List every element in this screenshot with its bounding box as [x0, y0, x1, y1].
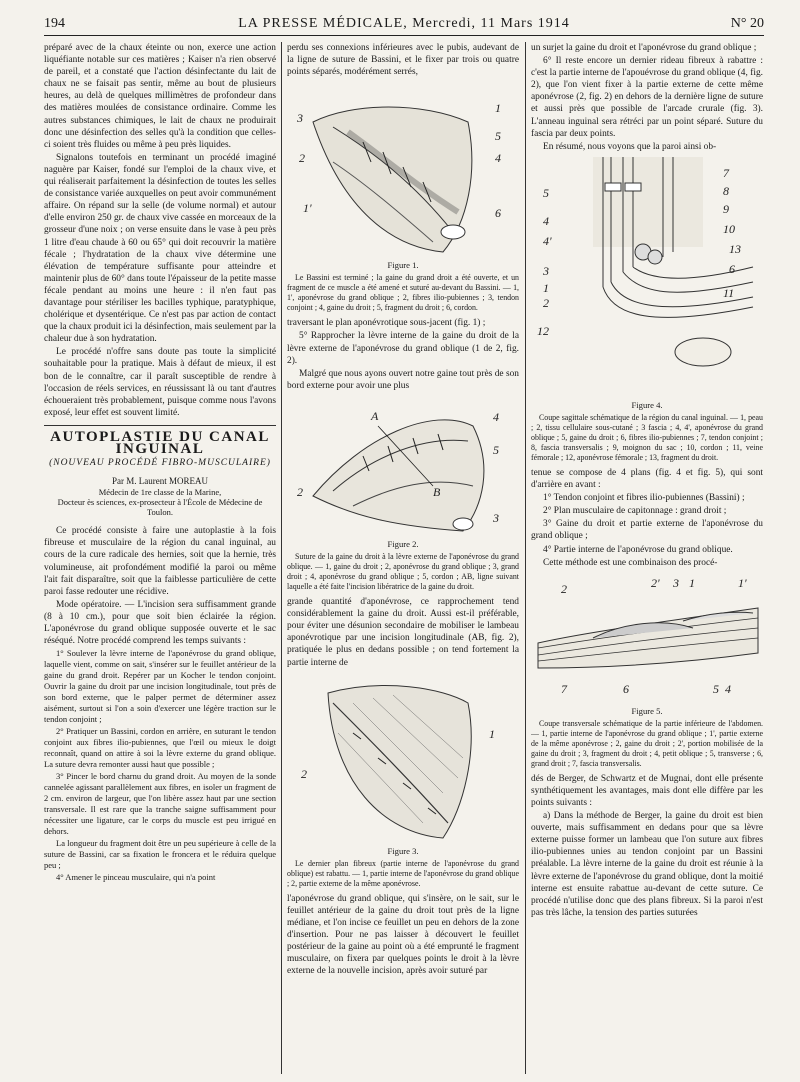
page-number: 194: [44, 16, 65, 31]
divider: [44, 425, 276, 426]
fig4-label: 10: [723, 221, 735, 236]
fig5-label: 3: [673, 575, 679, 590]
paragraph: Ce procédé consiste à faire une autoplastie à la fois fibreuse et musculaire de la région du canal inguinal, au cours de la cure radicale des hernies, soit que la hernie, très volumineuse, ait profondément modifié la paroi ou même l'ait fait disparaître, soit que la faiblesse particulière de cette paroi fasse redouter une récidive.: [44, 526, 276, 597]
fig4-label: 4: [543, 213, 549, 228]
fig1-label: 5: [495, 129, 501, 144]
figure-title: Figure 5.: [631, 705, 663, 716]
author: Par M. Laurent MOREAU: [112, 476, 208, 487]
fig4-label: 11: [723, 285, 735, 300]
paragraph: tenue se compose de 4 plans (fig. 4 et fig. 5), qui sont d'arrière en avant :: [531, 467, 763, 491]
fig2-label: B: [433, 484, 441, 499]
paragraph: 3° Gaine du droit et partie externe de l'aponévrose du grand oblique ;: [531, 519, 763, 542]
fig5-label: 1: [689, 575, 695, 590]
page-header: [44, 14, 764, 36]
issue-number: N° 20: [730, 16, 764, 31]
fig4-label: 1: [543, 280, 549, 295]
fig1-label: 2: [299, 151, 305, 166]
figure-caption: Le Bassini est terminé ; la gaine du grand droit a été ouverte, et un fragment de ce muscle a été amené et suturé au-devant du Bassini. — 1, 1', aponévrose du grand oblique ; 2, fibres ilio-pubiennes ; 3, tendon conjoint ; 4, gaine du droit ; 5, fragment du droit ; 6, cordon.: [287, 273, 519, 313]
fig4-label: 8: [723, 183, 729, 198]
paragraph: préparé avec de la chaux éteinte ou non, exerce une action liquéfiante notable sur ces matières ; Kaiser n'a rien observé de pareil, et a constaté que l'action désinfectante du lait de chaux ne se faisait pas sentir, même au bout de plusieurs heures, au delà de quelques millimètres de profondeur dans des matières moulées de consistance ordinaire. Comme les autres substances chimiques, le lait de chaux ne produirait donc une désinfection des selles qu'à la condition que celles-ci soient très fluides ou même à peu près liquides.: [44, 43, 276, 150]
paragraph: Cette méthode est une combinaison des procé-: [543, 557, 718, 568]
paragraph: Malgré que nous ayons ouvert notre gaine tout près de son bord externe pour avoir une plus: [287, 368, 519, 391]
figure-caption: Suture de la gaine du droit à la lèvre externe de l'aponévrose du grand oblique. — 1, gaine du droit ; 2, aponévrose du grand oblique ; 3, grand droit ; 4, aponévrose du grand oblique ; 5, cordon ; AB, ligne suivant laquelle a été faite l'incision libératrice de la gaine du droit.: [287, 552, 519, 592]
fig5-label: 5: [713, 681, 719, 696]
paragraph: 4° Amener le pinceau musculaire, qui n'a point: [56, 872, 216, 883]
paragraph: un surjet la gaine du droit et l'aponévrose du grand oblique ;: [531, 43, 757, 53]
paragraph: La longueur du fragment doit être un peu supérieure à celle de la suture de Bassini, car sa fixation le froncera et le réduira quelque peu ;: [44, 838, 276, 871]
paragraph: grande quantité d'aponévrose, ce rapprochement tend considérablement la gaine du droit. Aussi est-il préférable, pour éviter une désunion secondaire de mobiliser le lambeau aponévrotique par une incision longitudinale (AB, fig. 2), pratiquée le plus en dedans possible ; on tend fortement la partie interne de: [287, 597, 519, 668]
fig5-label: 1': [738, 575, 747, 590]
figure-caption: Coupe sagittale schématique de la région du canal inguinal. — 1, peau ; 2, tissu cellulaire sous-cutané ; 3 fascia ; 4, 4', aponévrose du grand oblique ; 5, gaine du droit ; 6, fibres ilio-pubiennes ; 7, tendon conjoint ; 8, fascia transversalis ; 9, moignon du sac ; 10, cordon ; 11, veine fémorale ; 12, aponévrose fémorale ; 13, fragment du droit.: [531, 412, 763, 462]
figure-title: Figure 1.: [387, 260, 419, 271]
fig4-label: 9: [723, 201, 729, 216]
paragraph: En résumé, nous voyons que la paroi ainsi ob-: [543, 141, 717, 152]
fig4-label: 5: [543, 185, 549, 200]
fig5-label: 7: [561, 681, 567, 696]
figure-title: Figure 4.: [631, 399, 663, 410]
paragraph: 5° Rapprocher la lèvre interne de la gaine du droit de la lèvre externe de l'aponévrose du grand oblique (1 de 2, fig. 2).: [287, 331, 519, 366]
paragraph: l'aponévrose du grand oblique, qui s'insère, on le sait, sur le feuillet antérieur de la gaine du droit tout près de la ligne médiane, et l'on incise ce feuillet un peu en dehors de la zone d'insertion. Pour ne pas laisser à découvert le feuillet postérieur de la gaine au point où a été emprunté le fragment musculaire, on fixera par quelques points le droit à la lèvre externe de la nouvelle incision, après avoir suturé par: [287, 893, 519, 977]
paragraph: 4° Partie interne de l'aponévrose du grand oblique.: [543, 544, 733, 555]
fig4-label: 13: [729, 241, 741, 256]
affiliation-line: Médecin de 1re classe de la Marine,: [98, 487, 222, 498]
figure-title: Figure 2.: [387, 538, 419, 549]
paragraph: 6° Il reste encore un dernier rideau fibreux à rabattre : c'est la partie interne de l'apouévrose du grand oblique (4, fig. 2), que l'on vient fixer à la partie externe de cette même aponévrose (2, fig. 2) en dehors de la dernière ligne de suture et aussi près que possible de l'arcade crurale (fig. 3). L'anneau inguinal sera rétréci par un point séparé. Suture du fascia par deux points.: [531, 56, 763, 139]
paragraph: Le procédé n'offre sans doute pas toute la simplicité souhaitable pour la pratique. Mais à défaut de mieux, il est bon de le connaître, car il paraît susceptible de rendre à l'occasion de réels services, en réussissant là ou tant d'autres échoueraient très probablement, puisque comme nous l'avons exposé, leur effet est souvent limité.: [44, 347, 276, 418]
column-right: [531, 42, 763, 1074]
paragraph: dés de Berger, de Schwartz et de Mugnai, dont elle présente synthétiquement les avantages, mais dont elle diffère par les points suivants :: [531, 773, 763, 808]
paragraph: Mode opératoire. — L'incision sera suffisamment grande (8 à 10 cm.), pour que soit bien éclairée la région. L'aponévrose du grand oblique supposée ouverte et le sac réséqué. Notre procédé comprend les temps suivants :: [44, 599, 276, 647]
fig4-label: 7: [723, 165, 729, 180]
figure-caption: Le dernier plan fibreux (partie interne de l'aponévrose du grand oblique) est rabattu. — 1, partie interne de l'aponévrose du grand oblique ; 2, partie externe de la même aponévrose.: [287, 858, 519, 888]
fig5-label: 2': [651, 575, 660, 590]
fig1-label: 1: [495, 101, 501, 116]
figure-caption: Coupe transversale schématique de la partie inférieure de l'abdomen. — 1, partie interne de l'aponévrose du grand oblique ; 1', partie externe de la même aponévrose ; 2, gaine du droit ; 2', portion mobilisée de la gaine du droit ; 3, fragment du droit ; 4, petit oblique ; 5, transverse ; 6, grand droit ; 7, fascia transversalis.: [531, 718, 763, 768]
article-title: AUTOPLASTIE DU CANAL INGUINAL: [50, 428, 270, 457]
column-middle: [287, 42, 519, 1074]
fig1-label: 3: [297, 111, 303, 126]
fig1-label: 6: [495, 206, 501, 221]
fig4-label: 2: [543, 295, 549, 310]
fig2-label: 5: [493, 442, 499, 457]
column-rule: [281, 42, 282, 1074]
fig3-label: 1: [489, 726, 495, 741]
paragraph: perdu ses connexions inférieures avec le pubis, audevant de la ligne de suture de Bassini, et le fixer par trois ou quatre points séparés, modérément serrés,: [287, 43, 519, 78]
paragraph: 2° Pratiquer un Bassini, cordon en arrière, en suturant le tendon conjoint aux fibres ilio-pubiennes, que l'œil ou mieux le doigt reconnaît, quand on attire à soi la lèvre externe du grand oblique. La suture devra remonter aussi haut que possible ;: [44, 726, 276, 770]
paragraph: 1° Tendon conjoint et fibres ilio-pubiennes (Bassini) ;: [543, 493, 745, 504]
paragraph: Signalons toutefois en terminant un procédé imaginé naguère par Kaiser, fondé sur l'emploi de la chaux vive, et qui réaliserait parfaitement la désinfection de toutes les selles de consistance variée auxquelles on peut avoir communément affaire. On répand sur la selle (de volume normal) et autour d'elle environ 250 gr. de chaux vive cassée en morceaux de la grosseur d'une noix ; on verse ensuite dans le vase à peu près 1 litre d'eau chaude à 60 ou 65° qui doit recouvrir la matière fécale ; l'hydratation de la chaux vive détermine une élévation de température suffisante pour atteindre et maintenir plus de 60° dans toute l'épaisseur de la petite masse fécale pendant au moins une heure : il n'en faut pas davantage pour stériliser les bacilles typhique, paratyphique, cholérique et dysentérique. Ce n'est pas par action de contact que la chaux produit ici la désinfection, mais seulement par la chaleur due à son hydratation.: [44, 152, 276, 345]
fig2-label: A: [371, 408, 379, 423]
fig5-label: 2: [561, 581, 567, 596]
fig5-label: 6: [623, 681, 629, 696]
figure-title: Figure 3.: [387, 845, 419, 856]
fig4-label: 3: [543, 263, 549, 278]
fig3-label: 2: [301, 766, 307, 781]
article-subtitle: (NOUVEAU PROCÉDÉ FIBRO-MUSCULAIRE): [49, 458, 271, 469]
fig2-label: 3: [493, 510, 499, 525]
paragraph: 3° Pincer le bord charnu du grand droit. Au moyen de la sonde cannelée agissant parallèlement aux fibres, en isoler un fragment de 2 cm. environ de largeur, que l'on libère assez haut par une section transversale. Il est rare que la tranche saigne suffisamment pour nécessiter une ligature, car le corps du muscle est peu irrigué en dehors.: [44, 771, 276, 837]
figure-1-illustration: [293, 82, 513, 257]
figure-3-illustration: [293, 673, 513, 843]
figure-5-illustration: [533, 573, 761, 703]
column-rule: [525, 42, 526, 1074]
figure-2-illustration: [293, 396, 513, 536]
journal-title: LA PRESSE MÉDICALE, Mercredi, 11 Mars 1914: [238, 16, 570, 31]
paragraph: a) Dans la méthode de Berger, la gaine du droit est bien ouverte, mais suffisamment en dedans pour que sa lèvre externe puisse former un lambeau que l'on suture aux fibres ilio-pubiennes unies au tendon conjoint par un Bassini préalable. La lèvre interne de la gaine du droit est réunie à la lèvre externe de l'aponévrose du grand oblique, dont la moitié interne est ensuite rabattue au-devant de cette suture. Ce procédé n'utilise donc que des plans fibreux. Si la paroi n'est pas très lâche, la tension des parties suturées: [531, 811, 763, 918]
fig1-label: 1': [303, 201, 312, 216]
fig5-label: 4: [725, 681, 731, 696]
paragraph: 2° Plan musculaire de capitonnage : grand droit ;: [543, 506, 727, 517]
affiliation-line: Docteur ès sciences, ex-prosecteur à l'École de Médecine de Toulon.: [57, 497, 263, 518]
fig2-label: 2: [297, 484, 303, 499]
fig4-label: 12: [537, 323, 549, 338]
fig2-label: 4: [493, 409, 499, 424]
figure-4-illustration: [533, 157, 761, 397]
fig4-label: 6: [729, 261, 735, 276]
fig1-label: 4: [495, 151, 501, 166]
affiliation: [44, 487, 276, 517]
fig4-label: 4': [543, 233, 552, 248]
paragraph: traversant le plan aponévrotique sous-jacent (fig. 1) ;: [287, 318, 486, 329]
paragraph: 1° Soulever la lèvre interne de l'aponévrose du grand oblique, laquelle vient, comme on sait, s'insérer sur le feuillet antérieur de la gaine du grand droit. Repérer par un Kocher le tendon conjoint. Ouvrir la gaine du droit par une incision longitudinale, tout près de son bord externe, que le palper permet de déterminer assez aisément, surtout si l'on a soin d'exercer une légère traction sur le tendon conjoint ;: [44, 648, 276, 725]
column-left: [44, 42, 276, 1074]
